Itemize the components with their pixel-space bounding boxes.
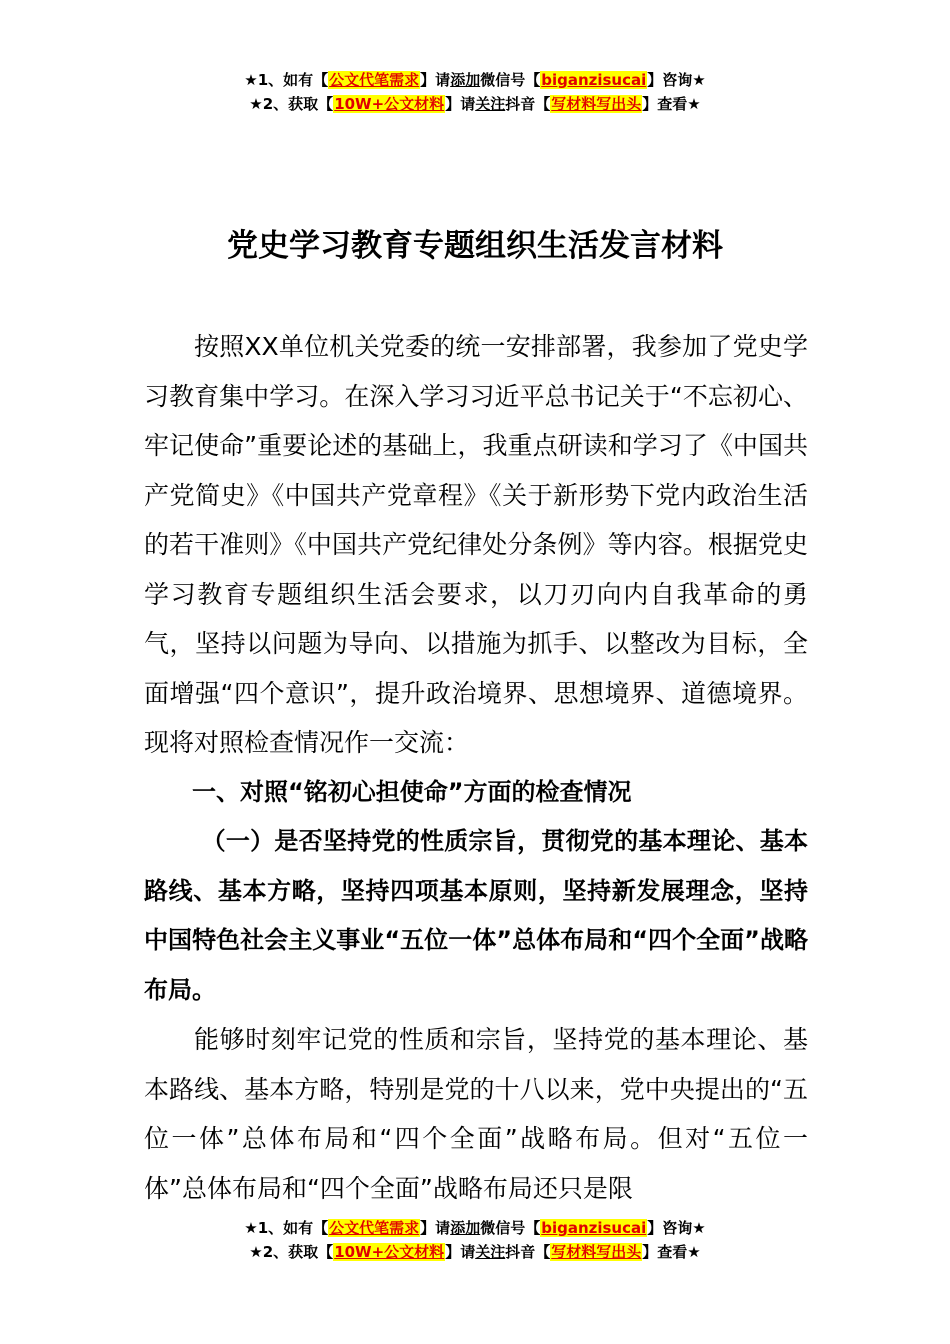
subsection-heading: （一）是否坚持党的性质宗旨，贯彻党的基本理论、基本路线、基本方略，坚持四项基本原则，坚持新发展理念，坚持中国特色社会主义事业“五位一体”总体布局和“四个全面”战略布局。 bbox=[144, 827, 808, 1004]
document-title: 党史学习教育专题组织生活发言材料 bbox=[227, 228, 723, 264]
banner-text: 抖音【 bbox=[505, 95, 551, 113]
banner-text: ★1、如有【 bbox=[244, 71, 329, 89]
banner-text: ★2、获取【 bbox=[249, 95, 334, 113]
banner-line-2 bbox=[0, 92, 950, 116]
banner-text: 】咨询★ bbox=[647, 1219, 706, 1237]
banner-line-1 bbox=[0, 1216, 950, 1240]
banner-highlight: 10W+公文材料 bbox=[334, 1243, 445, 1261]
banner-text: ★2、获取【 bbox=[249, 1243, 334, 1261]
banner-text: 】请 bbox=[420, 71, 451, 89]
banner-text: 微信号【 bbox=[480, 1219, 541, 1237]
section-heading: 一、对照“铭初心担使命”方面的检查情况 bbox=[192, 777, 632, 806]
banner-emphasis: 关注 bbox=[475, 95, 506, 113]
banner-line-2 bbox=[0, 1240, 950, 1264]
banner-text: 】请 bbox=[420, 1219, 451, 1237]
document-body bbox=[144, 322, 808, 1213]
banner-highlight: 10W+公文材料 bbox=[334, 95, 445, 113]
header-banner bbox=[0, 68, 950, 116]
banner-text: 微信号【 bbox=[480, 71, 541, 89]
banner-text: 】查看★ bbox=[642, 95, 701, 113]
banner-emphasis: 添加 bbox=[450, 1219, 481, 1237]
banner-text: 】请 bbox=[445, 1243, 476, 1261]
footer-banner bbox=[0, 1216, 950, 1264]
banner-text: 】查看★ bbox=[642, 1243, 701, 1261]
banner-text: ★1、如有【 bbox=[244, 1219, 329, 1237]
banner-emphasis: 添加 bbox=[450, 71, 481, 89]
banner-emphasis: 关注 bbox=[475, 1243, 506, 1261]
banner-text: 】咨询★ bbox=[647, 71, 706, 89]
banner-highlight: 公文代笔需求 bbox=[329, 71, 420, 89]
banner-highlight: biganzisucai bbox=[541, 71, 647, 89]
body-paragraph: 能够时刻牢记党的性质和宗旨，坚持党的基本理论、基本路线、基本方略，特别是党的十八以来，党中央提出的“五位一体”总体布局和“四个全面”战略布局。但对“五位一体”总体布局和“四个全面”战略布局还只是限 bbox=[144, 1025, 808, 1203]
banner-text: 】请 bbox=[445, 95, 476, 113]
banner-highlight: 写材料写出头 bbox=[551, 1243, 642, 1261]
banner-highlight: 公文代笔需求 bbox=[329, 1219, 420, 1237]
banner-highlight: 写材料写出头 bbox=[551, 95, 642, 113]
banner-text: 抖音【 bbox=[505, 1243, 551, 1261]
body-paragraph: 按照XX单位机关党委的统一安排部署，我参加了党史学习教育集中学习。在深入学习习近平总书记关于“不忘初心、牢记使命”重要论述的基础上，我重点研读和学习了《中国共产党简史》《中国共产党章程》《关于新形势下党内政治生活的若干准则》《中国共产党纪律处分条例》等内容。根据党史学习教育专题组织生活会要求，以刀刃向内自我革命的勇气，坚持以问题为导向、以措施为抓手、以整改为目标，全面增强“四个意识”，提升政治境界、思想境界、道德境界。现将对照检查情况作一交流： bbox=[144, 332, 808, 757]
banner-line-1 bbox=[0, 68, 950, 92]
banner-highlight: biganzisucai bbox=[541, 1219, 647, 1237]
